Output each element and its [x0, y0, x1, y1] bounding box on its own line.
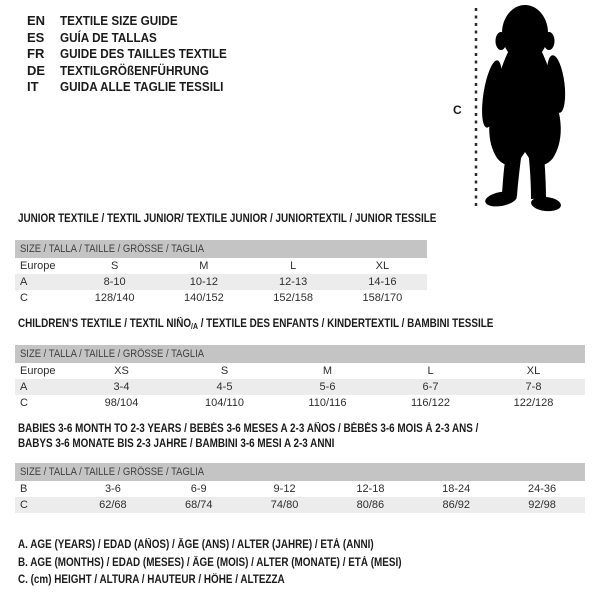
size-cell: 110/116 [308, 397, 347, 409]
language-code: ES [27, 29, 45, 45]
size-header-band: SIZE / TALLA / TAILLE / GRÖSSE / TAGLIA [15, 463, 585, 481]
column-header: S [110, 260, 119, 272]
size-cell: 128/140 [94, 292, 135, 304]
size-cell: 12-13 [279, 276, 308, 288]
region-label: Europe [20, 365, 56, 377]
size-cell: 152/158 [273, 292, 313, 304]
row-label: B [20, 483, 28, 495]
table-row-c [15, 395, 585, 411]
row-label: C [20, 292, 28, 304]
language-title: GUIDE DES TAILLES TEXTILE [60, 46, 227, 61]
junior-size-table [15, 240, 427, 306]
column-header: M [199, 260, 209, 272]
language-code: EN [27, 13, 46, 28]
column-header: L [290, 260, 297, 272]
size-cell: 80/86 [356, 499, 385, 511]
row-label: A [20, 381, 28, 393]
column-header: XL [375, 260, 390, 272]
size-cell: 6-7 [422, 381, 439, 393]
children-size-table [15, 345, 585, 411]
column-header: XL [526, 365, 541, 377]
size-cell: 98/104 [104, 397, 139, 409]
size-cell: 9-12 [273, 483, 296, 495]
size-header-band: SIZE / TALLA / TAILLE / GRÖSSE / TAGLIA [15, 345, 585, 363]
size-cell: 6-9 [190, 483, 207, 495]
size-cell: 5-6 [319, 381, 336, 393]
size-cell: 10-12 [189, 276, 218, 288]
size-cell: 8-10 [103, 276, 126, 288]
table-row-a [15, 379, 585, 395]
children-table-title: CHILDREN'S TEXTILE / TEXTIL $NIÑO_{/A}$ / TEXTILE DES ENFANTS / KINDERTEXTIL / BAMBINI TESSILE [18, 318, 494, 331]
language-code: IT [27, 79, 39, 94]
language-row [27, 63, 245, 80]
size-cell: 122/128 [513, 397, 554, 409]
size-cell: 74/80 [270, 499, 299, 511]
legend-item: C. (cm) HEIGHT / ALTURA / HAUTEUR / HÖHE / ALTEZZA [18, 574, 285, 586]
size-cell: 68/74 [184, 499, 213, 511]
table-row-b [15, 481, 585, 497]
size-cell: 24-36 [527, 483, 557, 495]
row-label: C [20, 499, 28, 511]
column-header: XS [114, 365, 129, 377]
language-row [27, 79, 245, 96]
junior-table-title: JUNIOR TEXTILE / TEXTIL JUNIOR/ TEXTILE JUNIOR / JUNIORTEXTIL / JUNIOR TESSILE [18, 213, 437, 225]
table-row-c [15, 290, 427, 306]
size-cell: 18-24 [442, 483, 471, 495]
size-cell: 3-4 [113, 381, 130, 393]
row-label: C [20, 397, 28, 409]
column-header: M [322, 365, 333, 377]
region-label: Europe [20, 260, 56, 272]
size-cell: 14-16 [368, 276, 397, 288]
size-cell: 7-8 [525, 381, 542, 393]
height-measure-label: C [453, 103, 462, 117]
size-cell: 4-5 [216, 381, 233, 393]
size-cell: 116/122 [411, 397, 450, 409]
babies-table-title: BABIES 3-6 MONTH TO 2-3 YEARS / BEBÉS 3-6 MESES A 2-3 AÑOS / BÉBÉS 3-6 MOIS À 2-3 ANS / BABYS 3-6 MONATE BIS 2-3 JAHRE / BAMBINI 3-6 MESI A 2-3 ANNI [18, 423, 479, 450]
language-title: GUÍA DE TALLAS [60, 29, 157, 45]
language-title: TEXTILE SIZE GUIDE [60, 13, 178, 28]
size-cell: 92/98 [528, 499, 556, 511]
size-cell: 62/68 [99, 499, 127, 511]
language-row [27, 30, 245, 47]
language-row [27, 46, 245, 63]
size-cell: 104/110 [205, 397, 244, 409]
size-legend [18, 537, 464, 590]
language-title: TEXTILGRÖßENFÜHRUNG [60, 62, 209, 78]
size-cell: 140/152 [183, 292, 224, 304]
language-code: FR [27, 46, 45, 61]
size-cell: 86/92 [442, 499, 470, 511]
size-cell: 12-18 [356, 483, 385, 495]
language-title: GUIDA ALLE TAGLIE TESSILI [60, 79, 224, 94]
legend-item: A. AGE (YEARS) / EDAD (AÑOS) / ÂGE (ANS) / ALTER (JAHRE) / ETÀ (ANNI) [18, 539, 374, 551]
row-label: A [20, 276, 28, 288]
legend-item: B. AGE (MONTHS) / EDAD (MESES) / ÂGE (MOIS) / ALTER (MONATE) / ETÀ (MESI) [18, 556, 402, 569]
table-row-a [15, 274, 427, 290]
language-code: DE [27, 62, 46, 78]
table-row-columns [15, 363, 585, 379]
table-row-columns [15, 258, 427, 274]
column-header: S [220, 365, 229, 377]
babies-size-table [15, 463, 585, 513]
baby-silhouette [478, 5, 568, 213]
language-row [27, 13, 245, 30]
size-header-band: SIZE / TALLA / TAILLE / GRÖSSE / TAGLIA [15, 240, 427, 258]
column-header: L [427, 365, 434, 377]
size-cell: 3-6 [104, 483, 121, 495]
language-guide-header [27, 13, 245, 96]
size-cell: 158/170 [362, 292, 403, 304]
baby-silhouette-icon [450, 0, 600, 215]
table-row-c [15, 497, 585, 513]
